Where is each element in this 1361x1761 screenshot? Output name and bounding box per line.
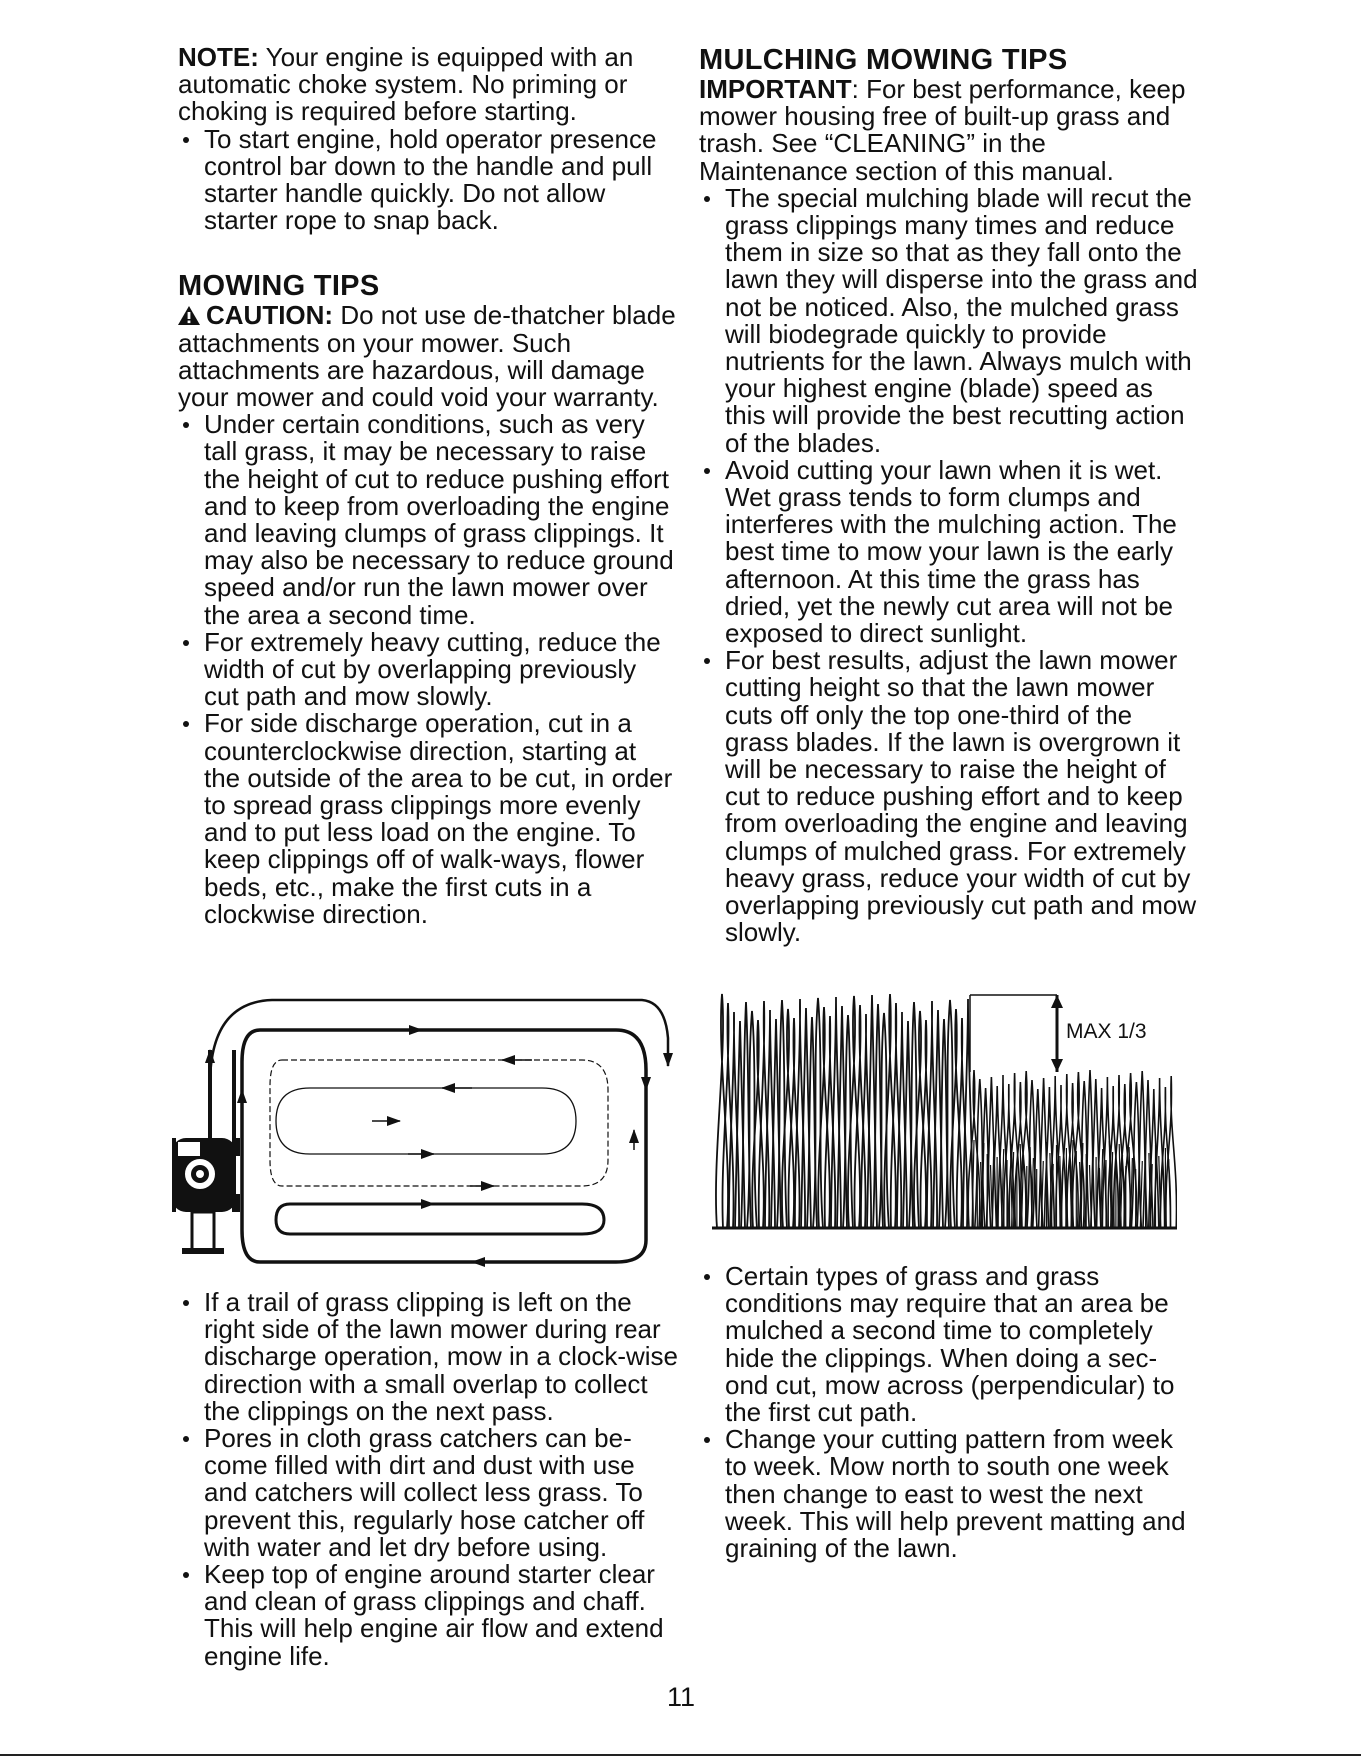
list-item: Pores in cloth grass catchers can be-come filled with dirt and dust with use and catchers will collect less grass. To prevent this, regularly hose catcher off with water and let dry before using.	[178, 1425, 678, 1561]
list-item: Keep top of engine around starter clear and clean of grass clippings and chaff. This will help engine air flow and extend engine life.	[178, 1561, 678, 1670]
mowing-tips-list	[178, 411, 678, 928]
list-item: For best results, adjust the lawn mower cutting height so that the lawn mower cuts off only the top one-third of the grass blades. If the lawn is overgrown it will be necessary to raise the height of cut to reduce pushing effort and to keep from overloading the engine and leaving clumps of mulched grass. For extremely heavy grass, reduce your width of cut by overlapping previously cut path and mow slowly.	[699, 647, 1199, 946]
right-column-bottom	[699, 1263, 1199, 1562]
list-item: Certain types of grass and grass conditions may require that an area be mulched a second time to completely hide the clippings. When doing a sec-ond cut, mow across (perpendicular) to the first cut path.	[699, 1263, 1199, 1426]
important-paragraph	[699, 76, 1199, 185]
list-item: If a trail of grass clipping is left on the right side of the lawn mower during rear discharge operation, mow in a clock-wise direction with a small overlap to collect the clippings on the next pass.	[178, 1289, 678, 1425]
list-item: Avoid cutting your lawn when it is wet. Wet grass tends to form clumps and interferes with the mulching action. The best time to mow your lawn is the early afternoon. At this time the grass has dried, yet the newly cut area will not be exposed to direct sunlight.	[699, 457, 1199, 647]
mulching-tips-list	[699, 182, 1199, 948]
mowing-tips-heading: MOWING TIPS	[178, 270, 380, 303]
caution-text: Do not use de-thatcher blade attachments on your mower. Such attachments are hazardous, will damage your mower and could void your warranty.	[178, 300, 676, 413]
caution-paragraph	[178, 302, 678, 411]
engine-note	[178, 44, 678, 126]
left-column-top	[178, 44, 678, 928]
caution-label: CAUTION:	[206, 300, 334, 331]
left-column-bottom	[178, 1289, 678, 1670]
list-item: Change your cutting pattern from week to week. Mow north to south one week then change to east to west the next week. This will help prevent matting and graining of the lawn.	[699, 1426, 1199, 1562]
note-label: NOTE:	[178, 42, 259, 72]
page-number: 11	[666, 1682, 696, 1712]
important-label: IMPORTANT	[699, 74, 852, 104]
mowing-pattern-diagram	[172, 990, 682, 1272]
list-item: The special mulching blade will recut the grass clippings many times and reduce them in size so that as they fall onto the lawn they will disperse into the grass and not be noticed. Also, the mulched grass will biodegrade quickly to provide nutrients for the lawn. Always mulch with your highest engine (blade) speed as this will provide the best recutting action of the blades.	[699, 185, 1199, 457]
important-text: : For best performance, keep mower housing free of built-up grass and trash. See “CLEANING” in the Maintenance section of this manual.	[699, 74, 1186, 186]
grass-max-label: MAX 1/3	[1066, 1020, 1147, 1043]
mulching-tips-list-continued	[699, 1263, 1199, 1562]
list-item: To start engine, hold operator presence control bar down to the handle and pull starter handle quickly. Do not allow starter rope to snap back.	[178, 126, 678, 235]
list-item: For extremely heavy cutting, reduce the width of cut by overlapping previously cut path and mow slowly.	[178, 629, 678, 711]
note-text: Your engine is equipped with an automatic choke system. No priming or choking is required before starting.	[178, 42, 634, 127]
warning-triangle-icon	[178, 300, 206, 330]
mowing-tips-list-continued	[178, 1289, 678, 1670]
start-engine-list	[178, 123, 678, 236]
list-item: Under certain conditions, such as very tall grass, it may be necessary to raise the height of cut to reduce pushing effort and to keep from overloading the engine and leaving clumps of grass clippings. It may also be necessary to reduce ground speed and/or run the lawn mower over the area a second time.	[178, 411, 678, 629]
mulching-tips-heading: MULCHING MOWING TIPS	[699, 44, 1068, 76]
list-item: For side discharge operation, cut in a counterclockwise direction, starting at the outside of the area to be cut, in order to spread grass clippings more evenly and to put less load on the engine. To keep clippings off of walk-ways, flower beds, etc., make the first cuts in a clockwise direction.	[178, 710, 678, 928]
page-bottom-rule	[0, 1754, 1361, 1756]
grass-height-diagram	[712, 990, 1177, 1230]
right-column-top	[699, 44, 1199, 947]
lawn-mower-icon	[172, 1050, 240, 1254]
